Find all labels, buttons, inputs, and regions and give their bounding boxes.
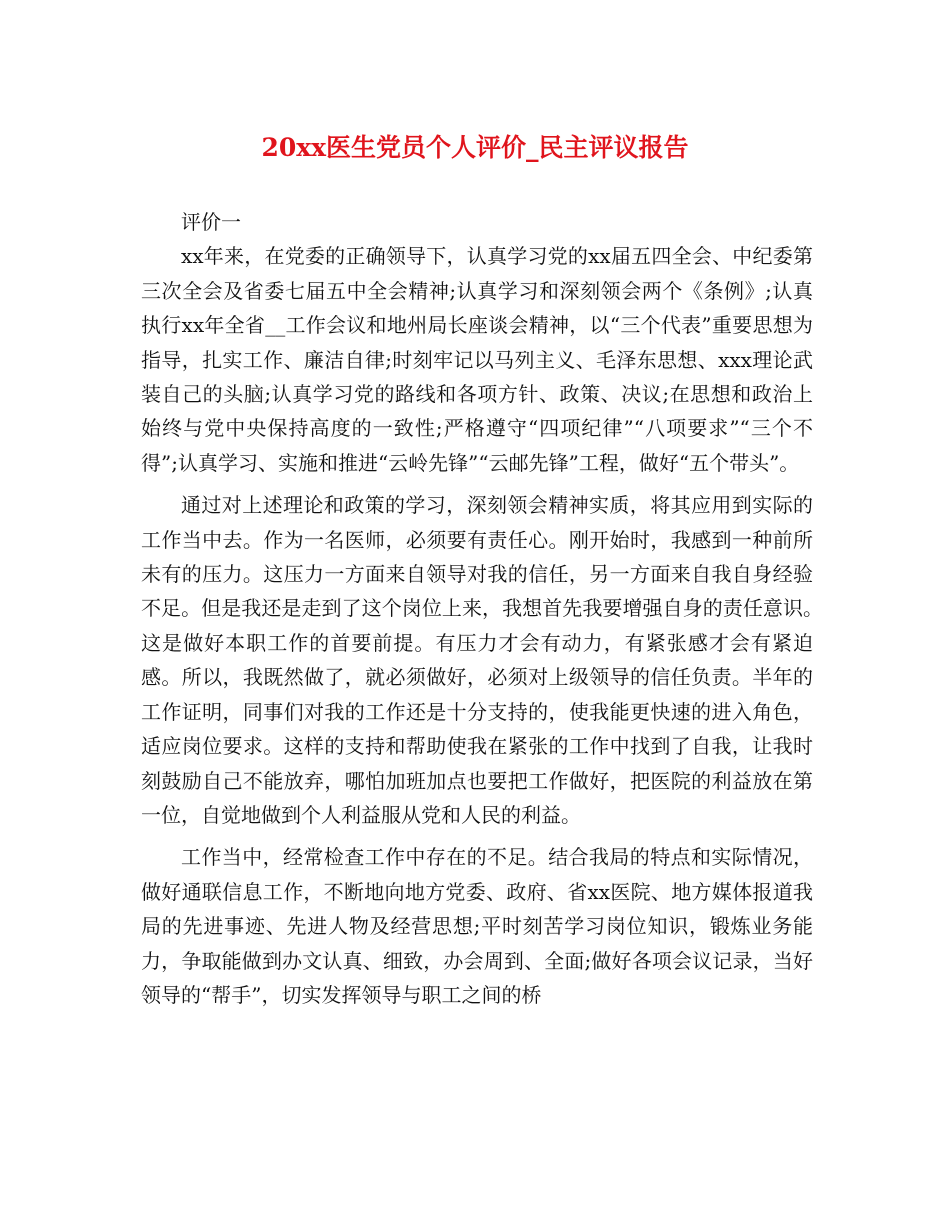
paragraph-3: 工作当中，经常检查工作中存在的不足。结合我局的特点和实际情况，做好通联信息工作，不断地向地方党委、政府、省xx医院、地方媒体报道我局的先进事迹、先进人物及经营思想;平时刻苦学习岗位知识，锻炼业务能力，争取能做到办文认真、细致，办会周到、全面;做好各项会议记录，当好领导的“帮手”，切实发挥领导与职工之间的桥 — [141, 845, 813, 1007]
paragraph-2: 通过对上述理论和政策的学习，深刻领会精神实质，将其应用到实际的工作当中去。作为一名医师，必须要有责任心。刚开始时，我感到一种前所未有的压力。这压力一方面来自领导对我的信任，另一方面来自我自身经验不足。但是我还是走到了这个岗位上来，我想首先我要增强自身的责任意识。 这是做好本职工作的首要前提。有压力才会有动力，有紧张感才会有紧迫感。所以，我既然做了，就必须做好，必须对上级领导的信任负责。半年的工作证明，同事们对我的工作还是十分支持的，使我能更快速的进入角色，适应岗位要求。这样的支持和帮助使我在紧张的工作中找到了自我，让我时刻鼓励自己不能放弃，哪怕加班加点也要把工作做好，把医院的利益放在第一位，自觉地做到个人利益服从党和人民的利益。 — [141, 493, 933, 827]
paragraph-1: xx年来，在党委的正确领导下，认真学习党的xx届五四全会、中纪委第三次全会及省委七届五中全会精神;认真学习和深刻领会两个《条例》;认真执行xx年全省__工作会议和地州局长座谈会精神，以“三个代表”重要思想为指导，扎实工作、廉洁自律;时刻牢记以马列主义、毛泽东思想、xxx理论武装自己的头脑;认真学习党的路线和各项方针、政策、决议;在思想和政治上始终与党中央保持高度的一致性;严格遵守“四项纪律”“八项要求”“三个不得”;认真学习、实施和推进“云岭先锋”“云邮先锋”工程，做好“五个带头”。 — [141, 244, 813, 475]
section-label: 评价一 — [181, 210, 241, 234]
document-body — [141, 205, 933, 1012]
document-title: 20xx医生党员个人评价_民主评议报告 — [261, 133, 689, 162]
